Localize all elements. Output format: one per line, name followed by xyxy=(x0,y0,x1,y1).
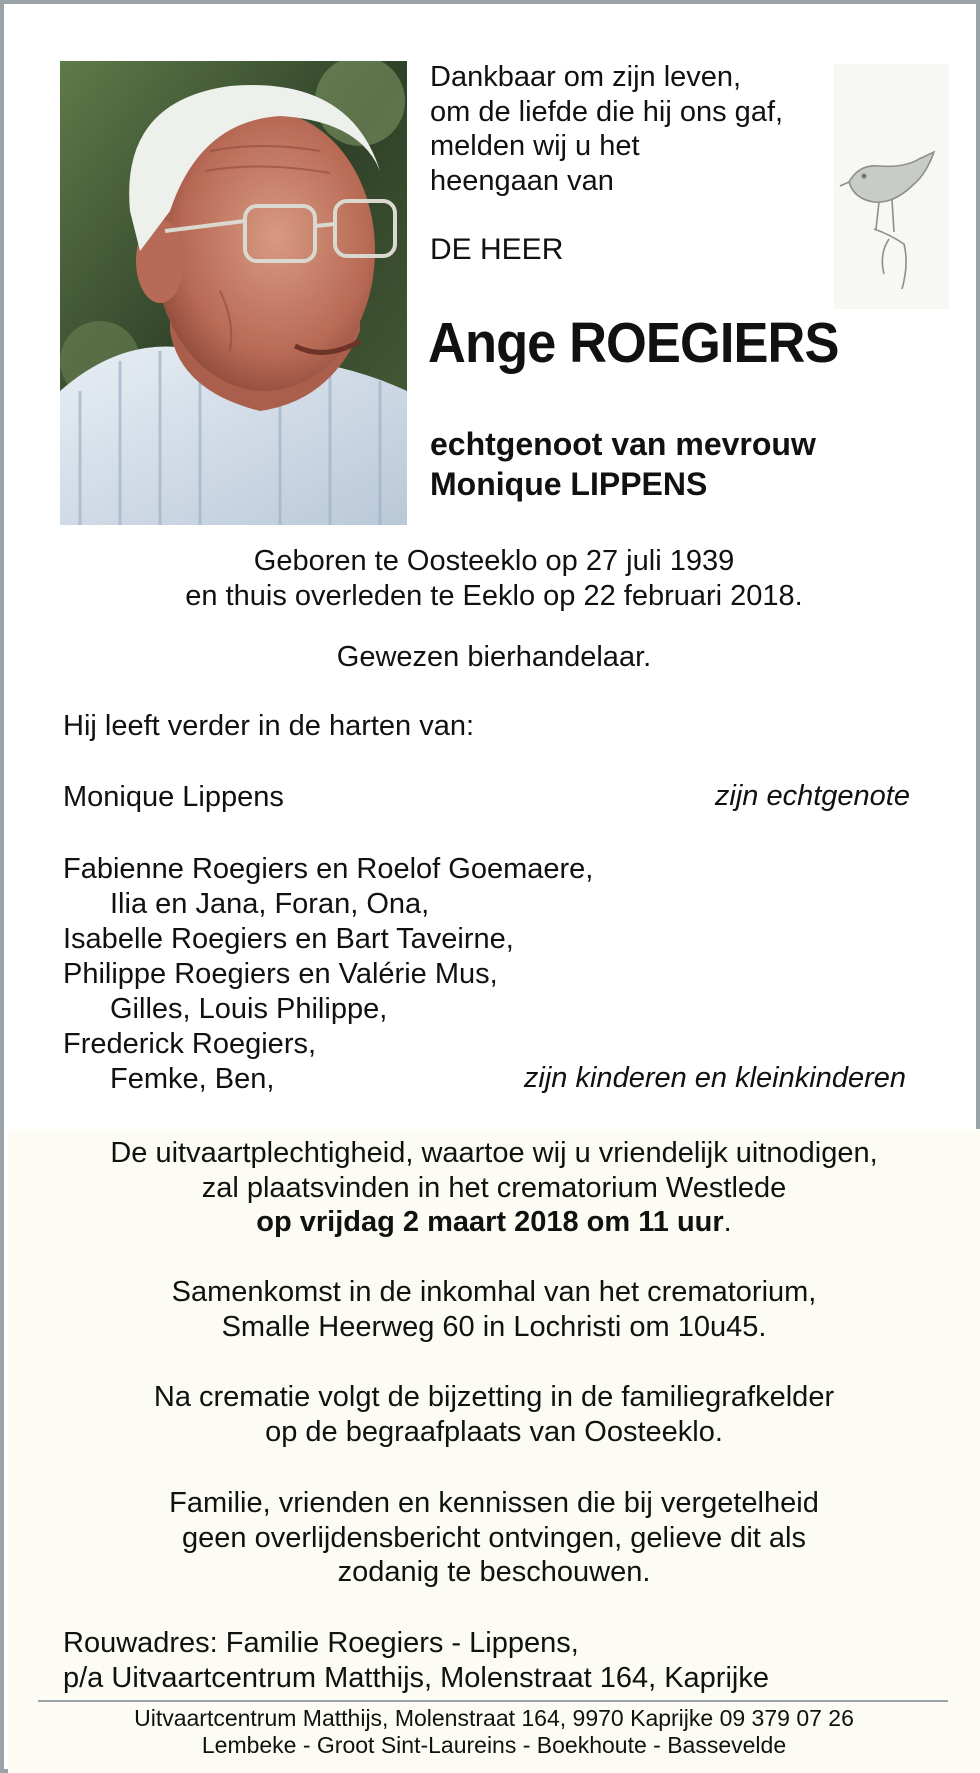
footer-divider xyxy=(38,1700,948,1702)
ceremony-date-suffix: . xyxy=(723,1206,732,1238)
undertaker-footer xyxy=(4,1705,980,1759)
intro-line: om de liefde die hij ons gaf, xyxy=(430,95,784,128)
spouse-line: Monique LIPPENS xyxy=(430,466,708,502)
meeting-info xyxy=(4,1275,980,1344)
ceremony-line: De uitvaartplechtigheid, waartoe wij u vriendelijk uitnodigen, xyxy=(110,1137,878,1169)
spouse-relation: zijn echtgenote xyxy=(714,780,910,812)
honorific-title: DE HEER xyxy=(430,233,564,266)
family-line: Gilles, Louis Philippe, xyxy=(110,993,388,1025)
notice-line: geen overlijdensbericht ontvingen, gelieve dit als xyxy=(182,1521,806,1554)
notice-line: Familie, vrienden en kennissen die bij vergetelheid xyxy=(169,1487,819,1519)
portrait-photo xyxy=(60,61,407,525)
intro-line: heengaan van xyxy=(430,164,614,197)
ceremony-date xyxy=(4,1205,980,1240)
family-line: Frederick Roegiers, xyxy=(63,1028,317,1060)
family-line: Philippe Roegiers en Valérie Mus, xyxy=(63,958,498,990)
died-line: en thuis overleden te Eeklo op 22 februari 2018. xyxy=(185,579,803,612)
life-dates xyxy=(4,544,980,613)
deceased-name: Ange ROEGIERS xyxy=(428,311,839,375)
ceremony-info xyxy=(4,1136,980,1240)
family-line: Ilia en Jana, Foran, Ona, xyxy=(110,888,430,920)
address-line: Rouwadres: Familie Roegiers - Lippens, xyxy=(63,1627,579,1659)
children-relation: zijn kinderen en kleinkinderen xyxy=(523,1062,906,1094)
meeting-line: Smalle Heerweg 60 in Lochristi om 10u45. xyxy=(221,1310,767,1343)
meeting-line: Samenkomst in de inkomhal van het crematorium, xyxy=(171,1276,817,1308)
intro-line: Dankbaar om zijn leven, xyxy=(430,61,742,93)
spouse-name: Monique Lippens xyxy=(63,781,284,813)
ceremony-date-bold: op vrijdag 2 maart 2018 om 11 uur xyxy=(256,1206,724,1238)
notice-info xyxy=(4,1486,980,1590)
family-line: Femke, Ben, xyxy=(110,1063,275,1095)
burial-line: Na crematie volgt de bijzetting in de familiegrafkelder xyxy=(153,1381,835,1413)
born-line: Geboren te Oosteeklo op 27 juli 1939 xyxy=(253,545,735,577)
family-line: Fabienne Roegiers en Roelof Goemaere, xyxy=(63,853,594,885)
burial-line: op de begraafplaats van Oosteeklo. xyxy=(265,1415,723,1448)
address-line: p/a Uitvaartcentrum Matthijs, Molenstraat 164, Kaprijke xyxy=(63,1661,769,1694)
notice-line: zodanig te beschouwen. xyxy=(337,1556,651,1588)
profession xyxy=(4,640,980,675)
intro-line: melden wij u het xyxy=(430,130,640,162)
family-line: Isabelle Roegiers en Bart Taveirne, xyxy=(63,923,514,955)
footer-line: Lembeke - Groot Sint-Laureins - Boekhoute - Bassevelde xyxy=(201,1732,787,1758)
intro-text xyxy=(430,60,783,198)
survivors-heading: Hij leeft verder in de harten van: xyxy=(63,710,475,742)
ceremony-line: zal plaatsvinden in het crematorium Westlede xyxy=(201,1171,787,1204)
burial-info xyxy=(4,1380,980,1449)
profession-line: Gewezen bierhandelaar. xyxy=(336,641,652,673)
spouse-line: echtgenoot van mevrouw xyxy=(430,426,816,462)
family-list xyxy=(63,852,593,1097)
mourning-address xyxy=(63,1626,769,1695)
bird-sketch xyxy=(834,64,949,309)
footer-line: Uitvaartcentrum Matthijs, Molenstraat 164, 9970 Kaprijke 09 379 07 26 xyxy=(134,1705,854,1731)
spouse-note xyxy=(430,424,816,504)
